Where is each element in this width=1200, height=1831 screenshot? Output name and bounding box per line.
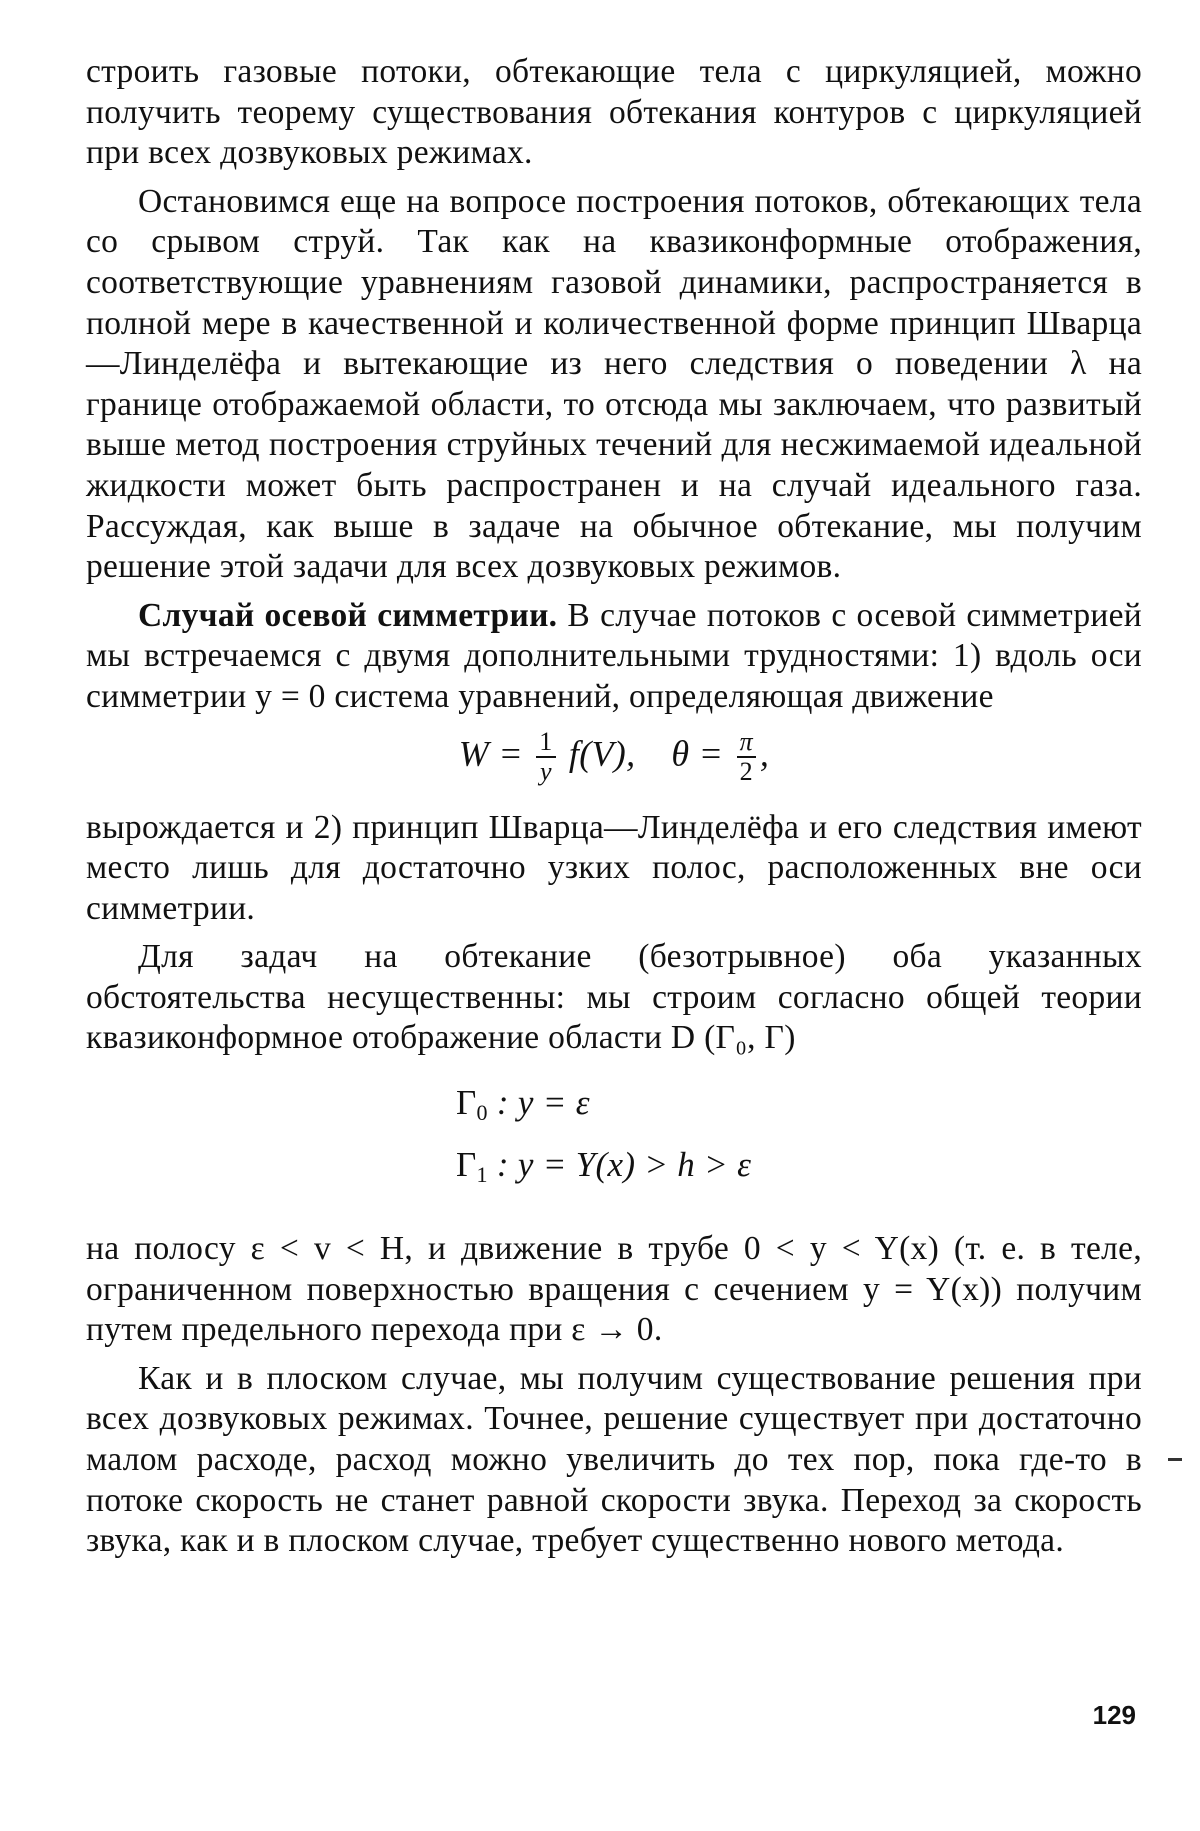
paragraph-2: Остановимся еще на вопросе построения потоков, обтекающих тела со срывом струй. Так как на квазиконформные отображения, соответствующие уравнениям газовой динамики, распространяется в полной мере в качественной и количественной форме принцип Шварца—Линделёфа и вытекающие из него следствия о поведении λ на границе отображаемой области, то отсюда мы заключаем, что развитый выше метод построения струйных течений для несжимаемой идеальной жидкости может быть распространен и на случай идеального газа. Рассуждая, как выше в задаче на обычное обтекание, мы получим решение этой задачи для всех дозвуковых режимов. bbox=[86, 182, 1142, 586]
fraction-two: 2 bbox=[739, 756, 753, 786]
paragraph-3 bbox=[86, 596, 1142, 718]
paragraph-6: на полосу ε < v < H, и движение в трубе 0 < y < Y(x) (т. е. в теле, ограниченном поверхностью вращения с сечением y = Y(x)) получим путем предельного перехода при ε → 0. bbox=[86, 1230, 1142, 1349]
fraction-pi: π bbox=[737, 728, 756, 758]
fraction-pi-over-2 bbox=[737, 728, 756, 786]
gamma-subscript: 0 bbox=[476, 1100, 488, 1126]
fraction-denominator: y bbox=[540, 756, 552, 786]
formula-w-theta bbox=[86, 728, 1142, 786]
paragraph-5: Для задач на обтекание (безотрывное) оба указанных обстоятельства несущественны: мы строим согласно общей теории квазиконформное отображение области D (Г₀, Г) bbox=[86, 938, 1142, 1057]
boundary-gamma1 bbox=[456, 1139, 1142, 1201]
body-text bbox=[86, 52, 1142, 1570]
boundary-gamma0 bbox=[456, 1077, 1142, 1139]
paragraph-3-body: В случае потоков с осевой симметрией мы встречаемся с двумя дополнительными трудностями: 1) вдоль оси симметрии y = 0 система уравнений, определяющая движение bbox=[86, 596, 1142, 715]
boundary-gamma1-eq: : y = Y(x) > h > ε bbox=[496, 1145, 752, 1185]
section-heading-axial-symmetry: Случай осевой симметрии. bbox=[138, 596, 558, 634]
formula-theta: θ = bbox=[671, 732, 724, 773]
boundary-system bbox=[456, 1077, 1142, 1201]
fraction-numerator: 1 bbox=[536, 728, 555, 758]
paragraph-4: вырождается и 2) принцип Шварца—Линделёфа и его следствия имеют место лишь для достаточно узких полос, расположенных вне оси симметрии. bbox=[86, 808, 1142, 927]
formula-fv: f(V), bbox=[568, 732, 636, 773]
fraction-1-over-y bbox=[536, 728, 555, 786]
formula-lhs: W = bbox=[458, 732, 523, 773]
gamma-subscript: 1 bbox=[476, 1162, 488, 1188]
margin-mark bbox=[1168, 1458, 1182, 1461]
gamma-symbol: Г bbox=[456, 1145, 477, 1185]
boundary-gamma0-eq: : y = ε bbox=[496, 1083, 590, 1123]
paragraph-7: Как и в плоском случае, мы получим существование решения при всех дозвуковых режимах. Точнее, решение существует при достаточно малом расходе, расход можно увеличить до тех пор, пока где-то в потоке скорость не станет равной скорости звука. Переход за скорость звука, как и в плоском случае, требует существенно нового метода. bbox=[86, 1359, 1142, 1560]
page-number: 129 bbox=[1092, 1700, 1136, 1730]
gamma-symbol: Г bbox=[456, 1083, 477, 1123]
formula-comma: , bbox=[759, 732, 770, 773]
paragraph-1: строить газовые потоки, обтекающие тела с циркуляцией, можно получить теорему существования обтекания контуров с циркуляцией при всех дозвуковых режимах. bbox=[86, 53, 1142, 172]
